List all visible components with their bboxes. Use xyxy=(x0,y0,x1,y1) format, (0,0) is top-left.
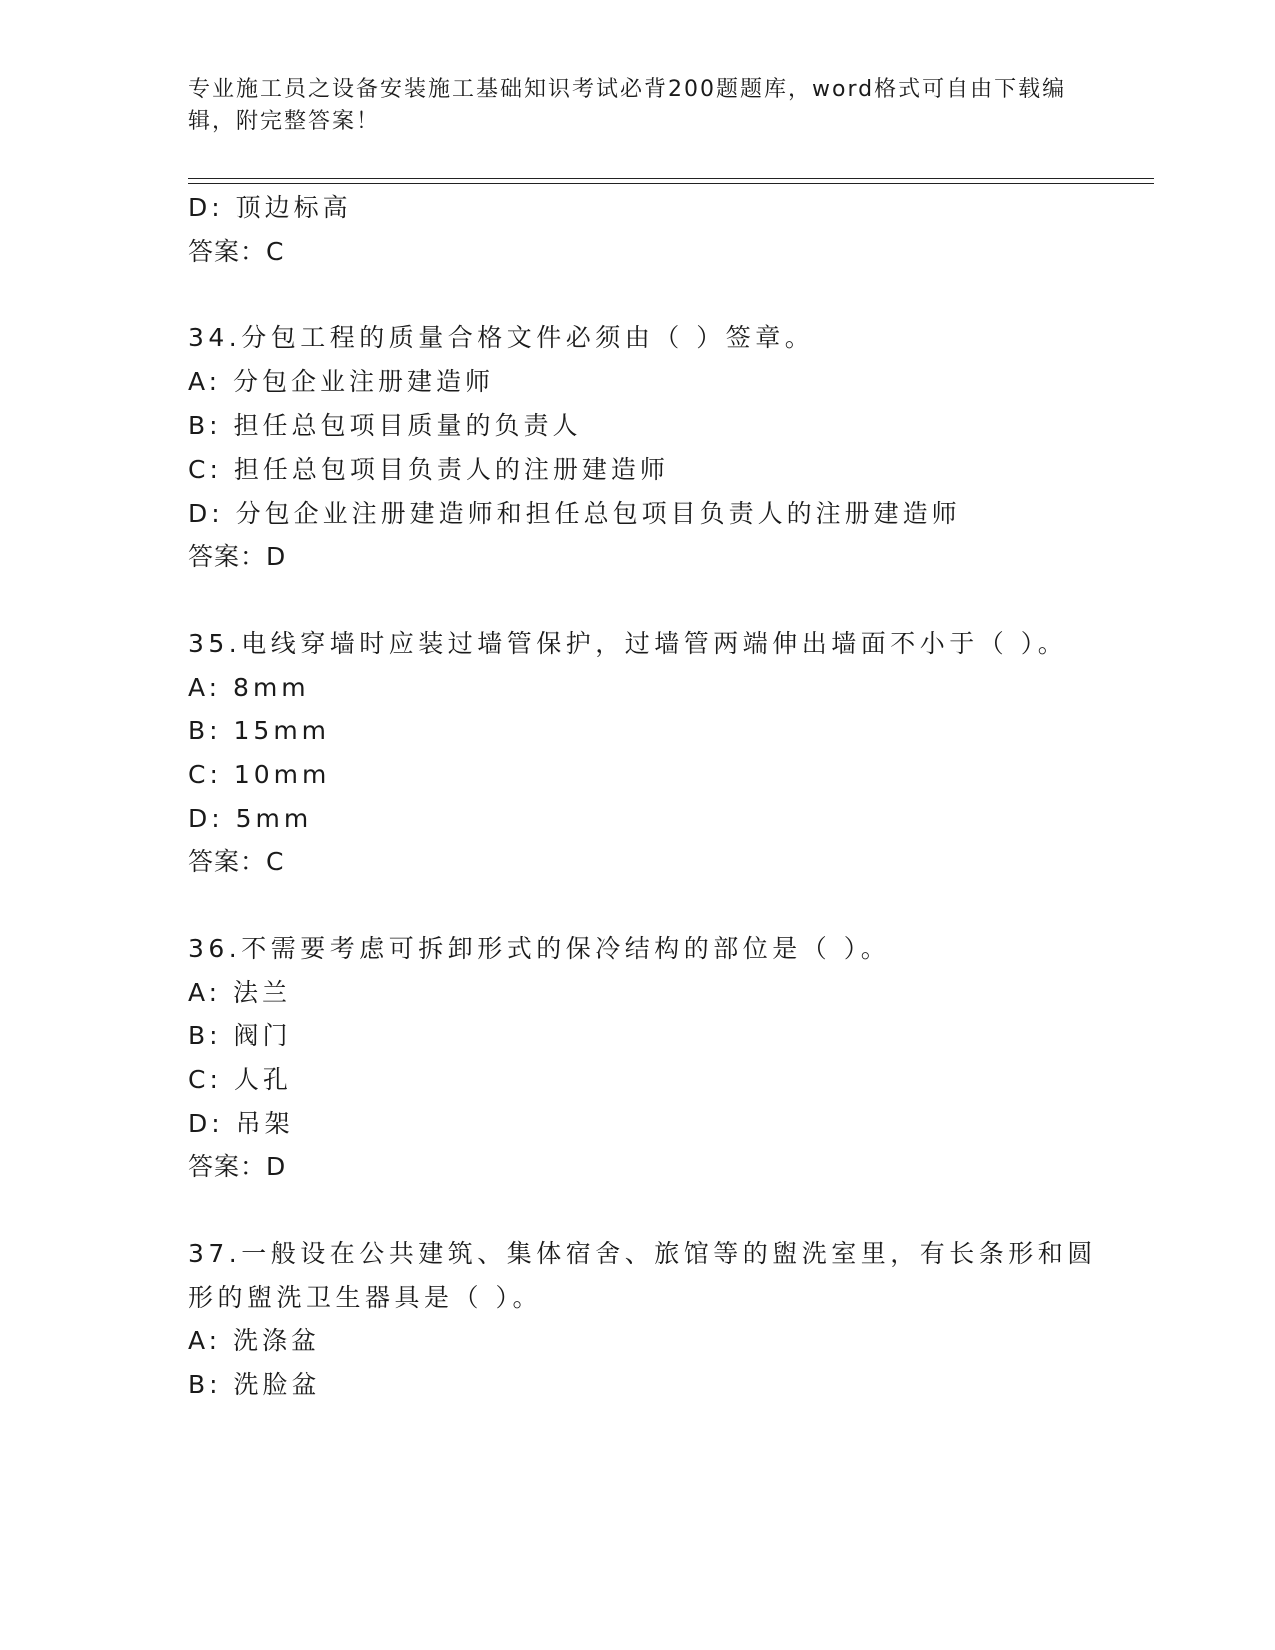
q37-question-line1: 37.一般设在公共建筑、集体宿舍、旅馆等的盥洗室里，有长条形和圆 xyxy=(188,1239,1097,1268)
document-header: 专业施工员之设备安装施工基础知识考试必背200题题库，word格式可自由下载编辑，附完整答案！ xyxy=(188,77,1067,134)
q33-option-d: D: 顶边标高 xyxy=(188,193,352,222)
header-divider-bottom xyxy=(188,183,1154,184)
q37-option-b: B: 洗脸盆 xyxy=(188,1370,321,1399)
q34-option-c: C: 担任总包项目负责人的注册建造师 xyxy=(188,455,669,484)
q36-option-c: C: 人孔 xyxy=(188,1065,292,1094)
q36-option-b: B: 阀门 xyxy=(188,1021,292,1050)
q36-question: 36.不需要考虑可拆卸形式的保冷结构的部位是（ ）。 xyxy=(188,934,891,963)
q34-option-b: B: 担任总包项目质量的负责人 xyxy=(188,411,582,440)
q33-answer: 答案：C xyxy=(188,237,285,266)
q35-question: 35.电线穿墙时应装过墙管保护，过墙管两端伸出墙面不小于（ ）。 xyxy=(188,629,1068,658)
q37-option-a: A: 洗涤盆 xyxy=(188,1326,321,1355)
q35-option-a: A: 8mm xyxy=(188,673,310,702)
q35-option-c: C: 10mm xyxy=(188,760,331,789)
q34-option-a: A: 分包企业注册建造师 xyxy=(188,367,495,396)
header-divider-top xyxy=(188,178,1154,179)
q36-option-d: D: 吊架 xyxy=(188,1109,294,1138)
q37-question-line2: 形的盥洗卫生器具是（ ）。 xyxy=(188,1283,542,1312)
q34-option-d: D: 分包企业注册建造师和担任总包项目负责人的注册建造师 xyxy=(188,499,961,528)
q34-question: 34.分包工程的质量合格文件必须由（ ）签章。 xyxy=(188,323,815,352)
q36-option-a: A: 法兰 xyxy=(188,978,292,1007)
q36-answer: 答案：D xyxy=(188,1152,287,1181)
q35-option-d: D: 5mm xyxy=(188,804,313,833)
q34-answer: 答案：D xyxy=(188,542,287,571)
q35-option-b: B: 15mm xyxy=(188,716,331,745)
q35-answer: 答案：C xyxy=(188,847,285,876)
